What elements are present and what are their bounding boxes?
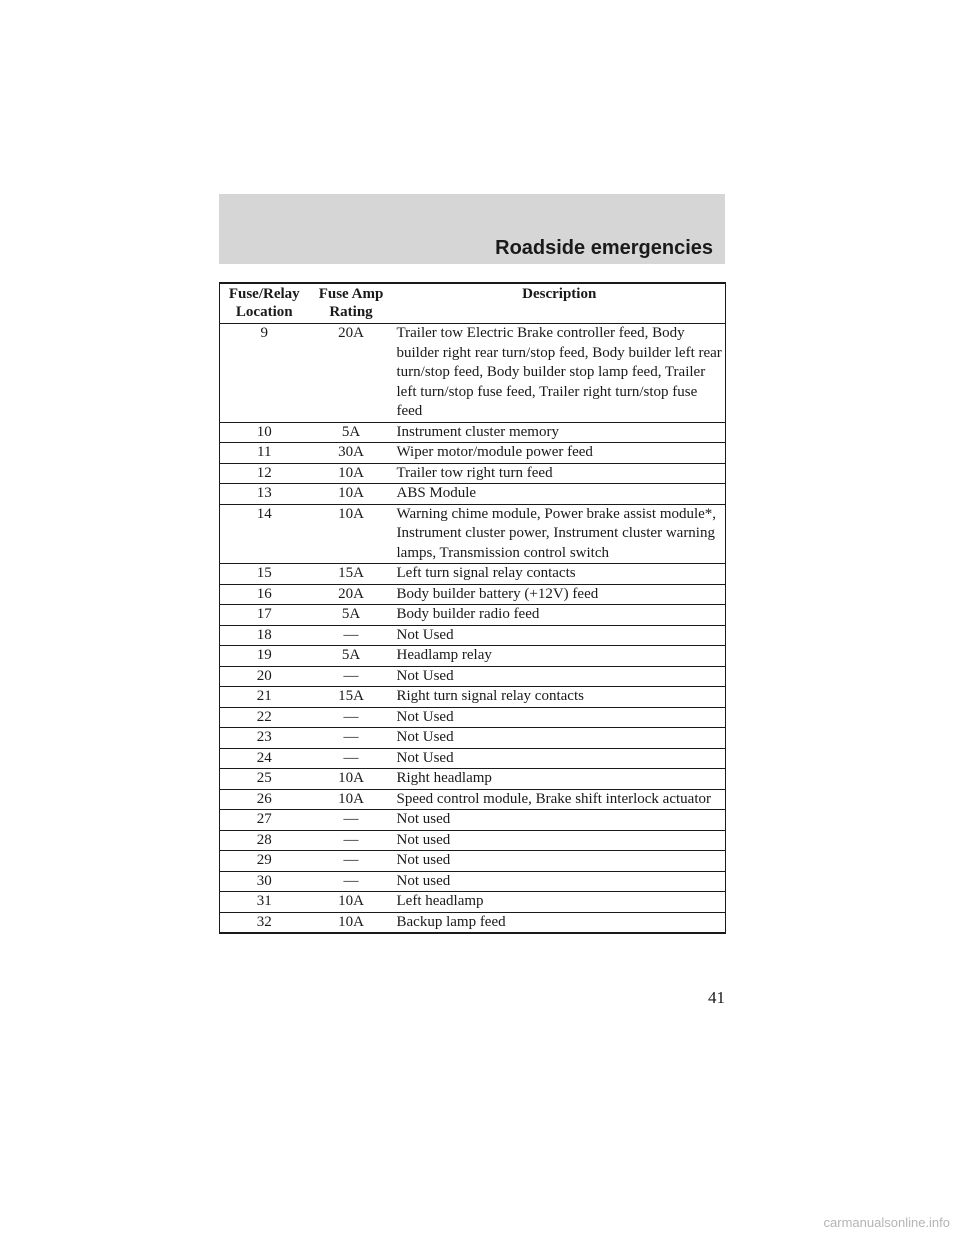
fuse-amp-cell: —: [343, 667, 359, 684]
fuse-location-cell: 25: [256, 770, 272, 786]
fuse-location-cell: 31: [256, 893, 272, 909]
fuse-amp-cell: 5A: [341, 606, 361, 622]
fuse-location-cell: 13: [256, 485, 272, 501]
fuse-location-cell: 17: [256, 606, 272, 622]
fuse-description-cell: Not Used: [396, 729, 454, 745]
table-row: [220, 625, 726, 646]
fuse-amp-cell: 10A: [338, 893, 364, 909]
fuse-amp-cell: 20A: [338, 585, 364, 602]
fuse-location-cell: 9: [260, 325, 268, 341]
fuse-description-cell: Instrument cluster memory: [396, 423, 559, 440]
fuse-amp-cell: 15A: [338, 565, 364, 581]
fuse-description-cell: Body builder battery (+12V) feed: [396, 585, 599, 602]
fuse-location-cell: 16: [256, 585, 272, 602]
fuse-amp-cell: —: [343, 626, 359, 643]
watermark: carmanualsonline.info: [823, 1215, 950, 1230]
fuse-description-cell: Backup lamp feed: [396, 913, 506, 930]
header-amp-rating: [309, 283, 394, 324]
fuse-description-cell: Body builder radio feed: [396, 606, 540, 622]
header-amp-line-2: Rating: [329, 304, 373, 320]
table-row: [220, 422, 726, 443]
table-row: [220, 564, 726, 585]
fuse-description-cell: Left turn signal relay contacts: [396, 565, 576, 581]
fuse-table-body: [220, 324, 726, 934]
table-row: [220, 892, 726, 913]
fuse-amp-cell: 10A: [338, 505, 364, 522]
fuse-amp-cell: 10A: [338, 770, 364, 786]
table-row: [220, 484, 726, 505]
fuse-amp-cell: —: [343, 872, 359, 889]
header-description: Description: [522, 286, 597, 302]
table-row: [220, 810, 726, 831]
table-row: [220, 851, 726, 872]
fuse-location-cell: 27: [256, 811, 272, 827]
fuse-location-cell: 24: [256, 749, 272, 766]
fuse-amp-cell: —: [343, 811, 359, 827]
fuse-amp-cell: 10A: [338, 485, 364, 501]
header-location-line-1: Fuse/Relay: [228, 286, 300, 302]
fuse-location-cell: 26: [256, 790, 272, 807]
fuse-description-cell: Right headlamp: [396, 770, 492, 786]
table-row: [220, 584, 726, 605]
table-row: [220, 707, 726, 728]
fuse-amp-cell: —: [343, 729, 359, 745]
fuse-amp-cell: 5A: [341, 423, 361, 440]
header-row: [220, 283, 726, 324]
table-row: [220, 830, 726, 851]
table-row: [220, 504, 726, 564]
header-location: [220, 283, 309, 324]
fuse-location-cell: 12: [256, 464, 272, 481]
fuse-location-cell: 15: [256, 565, 272, 581]
fuse-description-cell: Not Used: [396, 626, 454, 643]
fuse-location-cell: 23: [256, 729, 272, 745]
fuse-location-cell: 10: [256, 423, 272, 440]
table-row: [220, 728, 726, 749]
fuse-description-cell: Left headlamp: [396, 893, 484, 909]
table-row: [220, 666, 726, 687]
header-location-line-2: Location: [235, 304, 293, 320]
fuse-description-cell: Right turn signal relay contacts: [396, 688, 584, 704]
fuse-amp-cell: 30A: [338, 444, 364, 460]
fuse-description-cell: Not Used: [396, 749, 454, 766]
fuse-amp-cell: —: [343, 708, 359, 725]
fuse-description-cell: Trailer tow right turn feed: [396, 464, 553, 481]
header-amp-line-1: Fuse Amp: [318, 286, 384, 302]
fuse-location-cell: 20: [256, 667, 272, 684]
table-row: [220, 605, 726, 626]
fuse-description-cell: Trailer tow Electric Brake controller feed, Body builder right rear turn/stop feed, Body builder left rear turn/stop feed, Body builder stop lamp feed, Trailer left turn/stop fuse feed, Trailer right turn/stop fuse feed: [396, 325, 722, 419]
fuse-description-cell: Not used: [396, 811, 451, 827]
table-row: [220, 871, 726, 892]
fuse-location-cell: 21: [256, 688, 272, 704]
fuse-amp-cell: 5A: [341, 647, 361, 663]
table-row: [220, 769, 726, 790]
fuse-location-cell: 14: [256, 505, 272, 522]
page-number: 41: [708, 988, 725, 1007]
fuse-location-cell: 28: [256, 831, 272, 848]
table-row: [220, 646, 726, 667]
fuse-description-cell: Wiper motor/module power feed: [396, 444, 593, 460]
fuse-location-cell: 18: [256, 626, 272, 643]
table-row: [220, 463, 726, 484]
table-row: [220, 324, 726, 423]
fuse-location-cell: 30: [256, 872, 272, 889]
fuse-amp-cell: 10A: [338, 464, 364, 481]
table-row: [220, 912, 726, 933]
fuse-description-cell: Warning chime module, Power brake assist module*, Instrument cluster power, Instrument cluster warning lamps, Transmission control switch: [396, 505, 717, 561]
fuse-location-cell: 11: [257, 444, 272, 460]
fuse-description-cell: ABS Module: [396, 485, 477, 501]
section-title: Roadside emergencies: [495, 237, 713, 259]
fuse-amp-cell: —: [343, 852, 359, 868]
fuse-amp-cell: —: [343, 749, 359, 766]
fuse-amp-cell: 10A: [338, 913, 364, 930]
fuse-description-cell: Headlamp relay: [396, 647, 492, 663]
fuse-location-cell: 19: [256, 647, 272, 663]
fuse-amp-cell: 15A: [338, 688, 364, 704]
fuse-description-cell: Not Used: [396, 667, 454, 684]
fuse-location-cell: 29: [256, 852, 272, 868]
fuse-description-cell: Not used: [396, 831, 451, 848]
fuse-description-cell: Not used: [396, 852, 451, 868]
fuse-location-cell: 32: [256, 913, 272, 930]
table-row: [220, 748, 726, 769]
section-header-band: [219, 194, 725, 264]
fuse-description-cell: Not Used: [396, 708, 454, 725]
fuse-location-cell: 22: [256, 708, 272, 725]
fuse-amp-cell: —: [343, 831, 359, 848]
table-row: [220, 443, 726, 464]
table-row: [220, 789, 726, 810]
fuse-description-cell: Speed control module, Brake shift interlock actuator: [396, 790, 711, 807]
fuse-amp-cell: 10A: [338, 790, 364, 807]
fuse-description-cell: Not used: [396, 872, 451, 889]
fuse-table: [219, 282, 726, 934]
fuse-table-head: [220, 283, 726, 324]
fuse-amp-cell: 20A: [338, 325, 364, 341]
table-row: [220, 687, 726, 708]
